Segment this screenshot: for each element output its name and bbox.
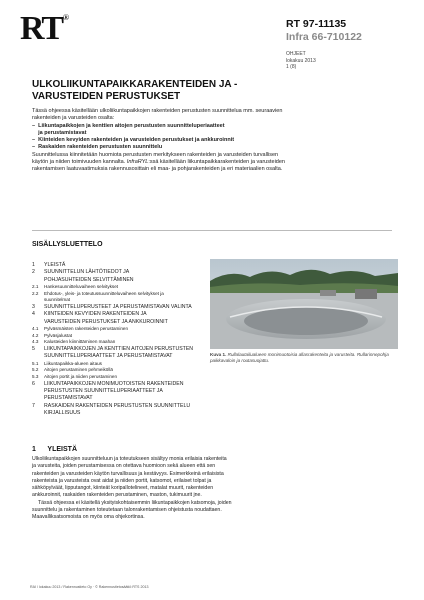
- toc-title: Ehdotus-, yleis- ja toteutussuunnitteluvaiheen selvitykset ja: [44, 290, 164, 296]
- toc-entry: [32, 346, 232, 353]
- toc-title: Pylväsmäisten rakenteiden perustaminen: [44, 326, 129, 332]
- toc-entry: [32, 284, 232, 291]
- toc-title: KIRJALLISUUS: [44, 410, 81, 417]
- intro-bullet: – Kiinteiden kevyiden rakenteiden ja varusteiden perustukset ja ankkuroinnit: [32, 137, 235, 144]
- intro-bullet: ja perustamistavat: [32, 129, 87, 136]
- toc-entry: [32, 269, 232, 276]
- toc-entry: [32, 381, 232, 388]
- toc-entry: [32, 367, 232, 374]
- toc-number: 6: [32, 380, 35, 387]
- toc-number: 4: [32, 311, 35, 318]
- toc-title: SUUNNITTELUN LÄHTÖTIEDOT JA: [44, 269, 130, 276]
- toc-number: 7: [32, 402, 35, 409]
- rt-code: RT 97-11135: [286, 18, 347, 30]
- infra-code: Infra 66-710122: [286, 31, 362, 43]
- toc-entry: [32, 388, 232, 395]
- toc-title: suunnitelmat: [44, 297, 71, 303]
- toc-number: 4.1: [32, 326, 39, 332]
- toc-title: YLEISTÄ: [44, 262, 66, 268]
- page-footer: RAI / lokakuu 2013 / Rakennustieto Oy · © Rakennustietosäätiö RTS 2013: [30, 585, 149, 589]
- figure-caption: Kuva 1. Rullalautailualueen monimuotoisia allasrakenteita ja varusteita. Rullarinnepohja paikkavaloin ja routasuojattu.: [210, 352, 389, 363]
- body-paragraph: Ulkoliikuntapaikkojen suunnitteluun ja toteutukseen sisältyy monia erilaisia rakenteita ja varusteita, joiden perustamisessa on otettava huomioon sekä alueen että sen rakenteiden ja varusteiden käytön turvallisuus ja kestävyys. Esimerkkeinä erilaisista rakenteista ja varusteista ovat aidat ja niiden portit, katsomot, erilaiset tolpat ja sähköpylväät, lipputangot, kiinteät koripallotelineet, matalat muurit, rakenteiden ankkuroinnit, raskaiden rakenteiden perustaminen, maston, tukimuurit jne.: [32, 456, 227, 499]
- toc-title: Hankesuunnitteluvaiheen selvitykset: [44, 284, 119, 290]
- toc-title: Pylväsjalustat: [44, 332, 73, 338]
- document-date: lokakuu 2013: [286, 57, 316, 64]
- toc-title: Aitojen portit ja niiden perustaminen: [44, 374, 118, 379]
- toc-number: [32, 297, 44, 304]
- toc-title: LIIKUNTAPAIKKOJEN JA KENTTIEN AITOJEN PERUSTUSTEN: [44, 346, 194, 352]
- toc-title: Liikuntapaikka-alueen aitaus: [44, 360, 102, 366]
- toc-title: PERUSTAMISTAVAT: [44, 395, 93, 402]
- toc-number: 2: [32, 269, 35, 276]
- toc-number: 1: [32, 262, 35, 268]
- toc-entry: [32, 410, 232, 417]
- toc-entry: [32, 319, 232, 326]
- intro-bullet: – Liikuntapaikkojen ja kenttien aitojen perustusten suunnitteluperiaatteet: [32, 122, 225, 129]
- toc-entry: [32, 311, 232, 318]
- toc-number: 5.3: [32, 374, 39, 379]
- toc-title: KIINTEIDEN KEVYIDEN RAKENTEIDEN JA: [44, 311, 147, 318]
- toc-number: 4.2: [32, 332, 39, 338]
- intro-tail: Suunnittelussa kiinnitetään huomiota perustusten merkitykseen rakenteiden ja varusteiden turvallisen käytön ja niiden toimivuuden kannalta. InfraRYL:ssä käsitellään liikuntapaikkarakenteiden ja varusteiden rakentamisen laatuvaatimuksia rakennusosittain eli maa- ja pohjarakenteiden ja eri materiaalien osalta.: [32, 151, 285, 173]
- intro-lead: Tässä ohjeessa käsitellään ulkoliikuntapaikkojen rakenteiden perustusten suunnittelua mm. seuraavien rakenteiden ja varusteiden osalta:: [32, 108, 283, 122]
- toc-entry: [32, 395, 232, 402]
- toc-title: Aitojen perustaminen pehmeiköllä: [44, 367, 113, 373]
- toc-number: 5.2: [32, 367, 39, 373]
- section-heading: 1 YLEISTÄ: [32, 446, 77, 453]
- toc-number: [32, 395, 44, 402]
- toc-entry: [32, 353, 232, 360]
- page-count: 1 (8): [286, 64, 297, 70]
- toc-entry: [32, 333, 232, 340]
- body-paragraph: Tässä ohjeessa ei käsitellä yksityiskohtaisemmin liikuntapaikkojen katsomoja, joiden suunnittelu ja rakentaminen toteutetaan talonrakentamisen ohjeistusta noudattaen. Maavalliksatsomoista on myös oma ohjekortinsa.: [32, 499, 232, 521]
- skatepark-photo: [210, 259, 398, 349]
- document-type: OHJEET: [286, 51, 306, 57]
- toc-title: VARUSTEIDEN PERUSTUKSET JA ANKKUROINNIT: [44, 318, 168, 325]
- toc-number: [32, 388, 44, 395]
- toc-heading: SISÄLLYSLUETTELO: [32, 241, 103, 248]
- intro-text: [32, 108, 294, 174]
- table-of-contents: [32, 262, 232, 418]
- toc-number: [32, 410, 44, 417]
- toc-title: SUUNNITTELUPERIAATTEET JA PERUSTAMISTAVAT: [44, 353, 173, 360]
- toc-number: [32, 319, 44, 326]
- toc-number: 2.1: [32, 284, 39, 290]
- toc-entry: [32, 361, 232, 368]
- toc-entry: [32, 326, 232, 333]
- toc-title: Kalusteiden kiinnittäminen maahan: [44, 339, 116, 345]
- toc-number: [32, 277, 44, 284]
- skatepark-photo-image: [210, 259, 398, 349]
- toc-title: SUUNNITTELUPERUSTEET JA PERUSTAMISTAVAN VALINTA: [44, 304, 192, 310]
- section-divider: [32, 230, 392, 231]
- toc-title: PERUSTUSTEN SUUNNITTELUPERIAATTEET JA: [44, 388, 163, 394]
- document-title: ULKOLIIKUNTAPAIKKARAKENTEIDEN JA -VARUSTEIDEN PERUSTUKSET: [32, 79, 238, 102]
- toc-entry: [32, 277, 232, 284]
- toc-number: [32, 353, 44, 360]
- document-meta: [286, 51, 316, 71]
- toc-title: POHJASUHTEIDEN SELVITTÄMINEN: [44, 276, 134, 283]
- toc-number: 5: [32, 346, 35, 352]
- toc-number: 5.1: [32, 360, 39, 366]
- toc-entry: [32, 297, 232, 304]
- toc-entry: [32, 339, 232, 346]
- toc-number: 2.2: [32, 290, 39, 296]
- toc-title: RASKAIDEN RAKENTEIDEN PERUSTUSTEN SUUNNITTELU: [44, 402, 191, 409]
- toc-entry: [32, 374, 232, 381]
- toc-title: LIIKUNTAPAIKKOJEN MONIMUOTOISTEN RAKENTEIDEN: [44, 380, 184, 387]
- toc-number: 3: [32, 304, 35, 310]
- intro-bullet: – Raskaiden rakenteiden perustusten suunnittelu: [32, 144, 163, 151]
- section-body: [32, 456, 232, 522]
- toc-entry: [32, 403, 232, 410]
- toc-entry: [32, 304, 232, 311]
- toc-number: 4.3: [32, 339, 39, 345]
- toc-entry: [32, 291, 232, 298]
- rt-logo: RT®: [20, 10, 70, 47]
